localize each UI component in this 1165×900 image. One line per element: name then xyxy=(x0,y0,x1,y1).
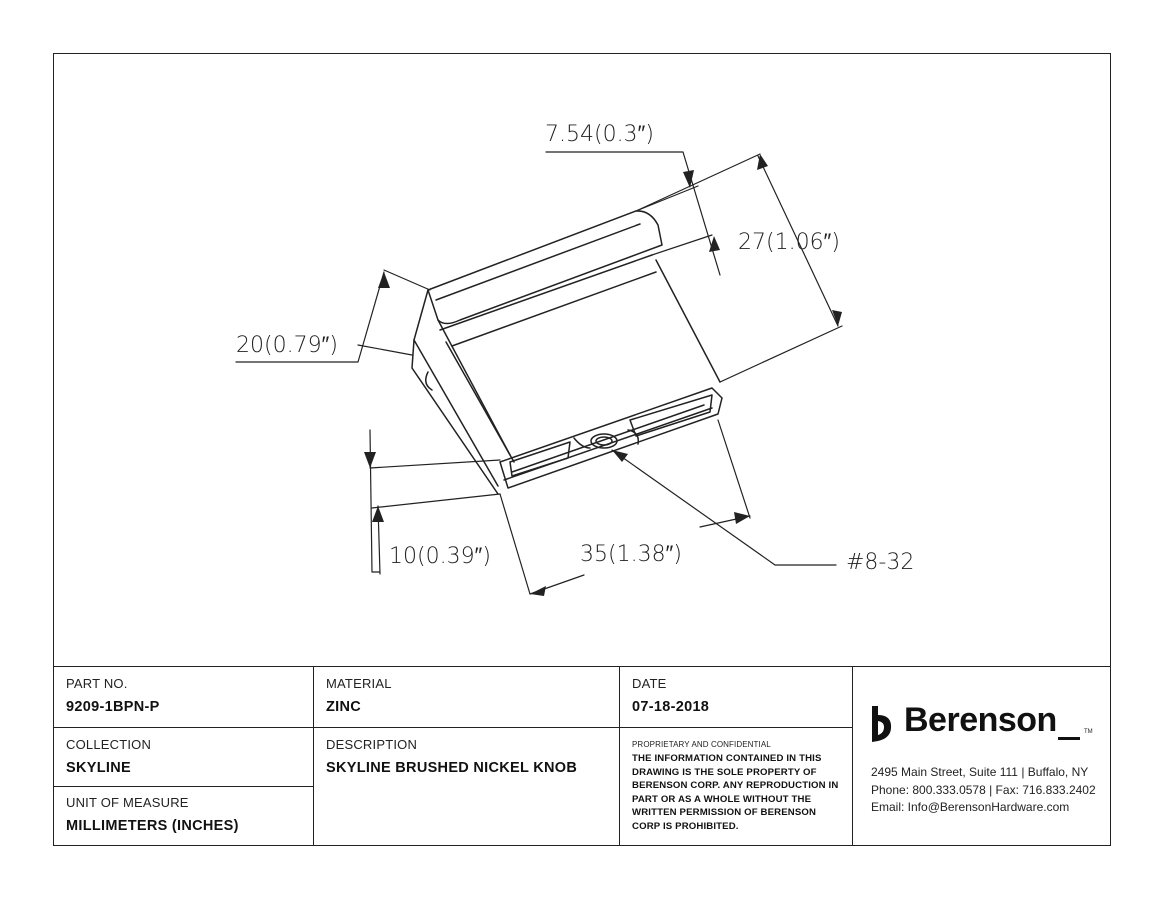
company-name: Berenson xyxy=(904,701,1057,739)
divider xyxy=(852,666,853,846)
proprietary-label: PROPRIETARY AND CONFIDENTIAL xyxy=(632,740,771,749)
dimension-lines xyxy=(236,152,842,594)
collection-value: SKYLINE xyxy=(66,760,131,776)
uom-label: UNIT OF MEASURE xyxy=(66,795,189,810)
dim-thread: #8-32 xyxy=(846,550,915,575)
material-label: MATERIAL xyxy=(326,676,392,691)
arrowheads xyxy=(364,154,842,596)
divider xyxy=(619,666,620,846)
company-phone-fax: Phone: 800.333.0578 | Fax: 716.833.2402 xyxy=(871,783,1096,797)
title-block-top-border xyxy=(53,666,1111,667)
material-value: ZINC xyxy=(326,699,362,715)
description-label: DESCRIPTION xyxy=(326,737,418,752)
divider xyxy=(53,786,313,787)
dim-depth: 27(1.06″) xyxy=(738,230,840,255)
divider xyxy=(53,727,852,728)
date-value: 07-18-2018 xyxy=(632,699,710,715)
description-value: SKYLINE BRUSHED NICKEL KNOB xyxy=(326,760,578,776)
uom-value: MILLIMETERS (INCHES) xyxy=(66,818,239,834)
dim-length: 35(1.38″) xyxy=(580,542,682,567)
dim-height: 20(0.79″) xyxy=(236,333,338,358)
date-label: DATE xyxy=(632,676,667,691)
logo-underline xyxy=(1058,737,1080,740)
collection-label: COLLECTION xyxy=(66,737,152,752)
proprietary-text: THE INFORMATION CONTAINED IN THIS DRAWING IS THE SOLE PROPERTY OF BERENSON CORP. ANY REPRODUCTION IN PART OR AS A WHOLE WITHOUT THE WRITTEN PERMISSION OF BERENSON CORP IS PROHIBITED. xyxy=(632,753,839,832)
trademark: TM xyxy=(1084,729,1093,735)
divider xyxy=(313,666,314,846)
part-no-label: PART NO. xyxy=(66,676,128,691)
dim-top-width: 7.54(0.3″) xyxy=(545,122,654,147)
knob-outline xyxy=(412,211,722,494)
company-email: Email: Info@BerensonHardware.com xyxy=(871,800,1070,814)
part-no-value: 9209-1BPN-P xyxy=(66,699,160,715)
berenson-b-mark-icon xyxy=(870,705,896,743)
company-address: 2495 Main Street, Suite 111 | Buffalo, NY xyxy=(871,765,1089,779)
dim-base-height: 10(0.39″) xyxy=(389,544,491,569)
